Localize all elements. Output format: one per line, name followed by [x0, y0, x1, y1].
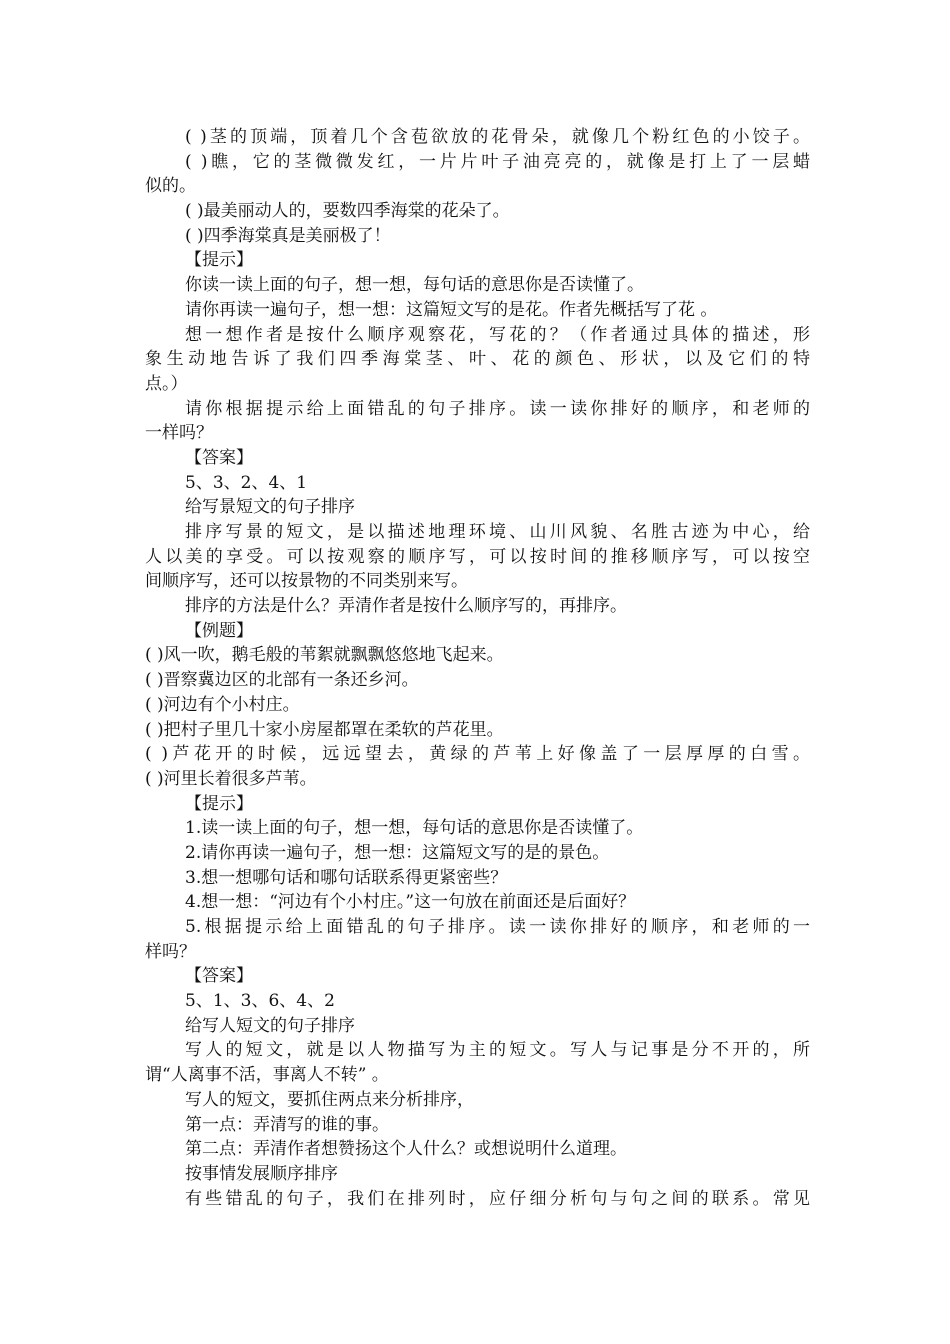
text-line: 人以美的享受。可以按观察的顺序写，可以按时间的推移顺序写，可以按空 — [145, 546, 810, 567]
answer-sequence: 5、1、3、6、4、2 — [185, 991, 335, 1012]
section-heading: 给写人短文的句子排序 — [185, 1015, 355, 1036]
text-line: 想一想作者是按什么顺序观察花，写花的？（作者通过具体的描述，形 — [185, 324, 810, 345]
section-label-answer: 【答案】 — [185, 966, 253, 987]
text-line: 有些错乱的句子，我们在排列时，应仔细分析句与句之间的联系。常见 — [185, 1188, 810, 1209]
answer-sequence: 5、3、2、4、1 — [185, 472, 308, 493]
section-label-example: 【例题】 — [185, 620, 253, 641]
hint-item: 1.读一读上面的句子，想一想，每句话的意思你是否读懂了。 — [185, 818, 644, 839]
text-line: 第二点：弄清作者想赞扬这个人什么？或想说明什么道理。 — [185, 1139, 627, 1160]
text-line: 一样吗？ — [145, 423, 213, 444]
text-line: 第一点：弄清写的谁的事。 — [185, 1114, 389, 1135]
sentence-option: ( )四季海棠真是美丽极了！ — [185, 225, 391, 246]
text-line: 请你再读一遍句子，想一想：这篇短文写的是花。作者先概括写了花 。 — [185, 299, 718, 320]
hint-item: 2.请你再读一遍句子，想一想：这篇短文写的是的景色。 — [185, 842, 610, 863]
section-label-answer: 【答案】 — [185, 447, 253, 468]
text-line: 样吗？ — [145, 941, 196, 962]
sentence-option: ( )河边有个小村庄。 — [145, 694, 300, 715]
text-line: 似的。 — [145, 176, 196, 197]
text-line: 间顺序写，还可以按景物的不同类别来写。 — [145, 571, 468, 592]
hint-item: 5.根据提示给上面错乱的句子排序。读一读你排好的顺序，和老师的一 — [185, 917, 810, 937]
hint-item: 4.想一想：“河边有个小村庄。”这一句放在前面还是后面好？ — [185, 892, 636, 913]
text-line: 排序写景的短文，是以描述地理环境、山川风貌、名胜古迹为中心，给 — [185, 522, 810, 542]
text-line: 请你根据提示给上面错乱的句子排序。读一读你排好的顺序，和老师的 — [185, 398, 810, 419]
sentence-option: ( )茎的顶端，顶着几个含苞欲放的花骨朵，就像几个粉红色的小饺子。 — [185, 127, 810, 147]
sentence-option: ( )芦花开的时候，远远望去，黄绿的芦苇上好像盖了一层厚厚的白雪。 — [145, 744, 810, 765]
section-label-hint: 【提示】 — [185, 793, 253, 814]
text-line: 象生动地告诉了我们四季海棠茎、叶、花的颜色、形状，以及它们的特 — [145, 349, 810, 370]
text-line: 排序的方法是什么？弄清作者是按什么顺序写的，再排序。 — [185, 596, 627, 617]
section-label-hint: 【提示】 — [185, 250, 253, 271]
text-line: 写人的短文，就是以人物描写为主的短文。写人与记事是分不开的，所 — [185, 1040, 810, 1061]
text-line: 谓“人离事不活，事离人不转” 。 — [145, 1065, 389, 1086]
sentence-option: ( )最美丽动人的，要数四季海棠的花朵了。 — [185, 201, 510, 222]
text-line: 你读一读上面的句子，想一想，每句话的意思你是否读懂了。 — [185, 275, 644, 296]
text-line: 写人的短文，要抓住两点来分析排序， — [185, 1089, 474, 1110]
text-line: 点。） — [145, 373, 188, 394]
section-heading: 给写景短文的句子排序 — [185, 497, 355, 518]
hint-item: 3.想一想哪句话和哪句话联系得更紧密些？ — [185, 867, 508, 888]
sentence-option: ( )把村子里几十家小房屋都罩在柔软的芦花里。 — [145, 719, 504, 740]
sentence-option: ( )河里长着很多芦苇。 — [145, 768, 317, 789]
document-body — [145, 125, 810, 1211]
sentence-option: ( )风一吹，鹅毛般的苇絮就飘飘悠悠地飞起来。 — [145, 645, 504, 666]
section-heading: 按事情发展顺序排序 — [185, 1163, 338, 1184]
sentence-option: ( )晋察冀边区的北部有一条还乡河。 — [145, 670, 419, 691]
sentence-option: ( )瞧，它的茎微微发红，一片片叶子油亮亮的，就像是打上了一层蜡 — [185, 151, 810, 172]
